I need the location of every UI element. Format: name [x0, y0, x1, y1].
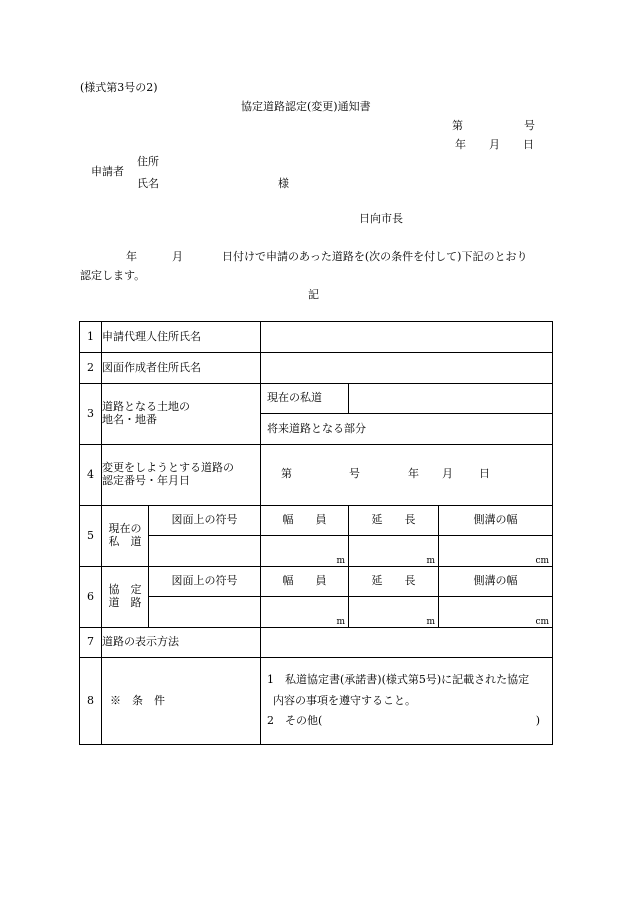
row-number: 3: [80, 384, 102, 445]
name-label: 氏名: [137, 177, 159, 190]
length-cell[interactable]: m: [349, 597, 439, 628]
value-cell[interactable]: [261, 353, 553, 384]
length-cell[interactable]: m: [349, 536, 439, 567]
row-label-line: 変更をしようとする道路の: [102, 461, 234, 475]
body-year: 年: [126, 250, 137, 263]
conditions-cell[interactable]: [261, 658, 553, 745]
row-label-line: 道 路: [108, 596, 142, 609]
sub-label: 将来道路となる部分: [261, 414, 553, 445]
date-month: 月: [489, 138, 500, 151]
table-row: [80, 567, 553, 597]
column-header: 幅 員: [261, 506, 349, 536]
width-cell[interactable]: m: [261, 597, 349, 628]
column-header: 図面上の符号: [149, 506, 261, 536]
row-label-line: 現在の: [108, 522, 142, 536]
value-cell[interactable]: [261, 322, 553, 353]
row-label-line: 道路となる土地の: [102, 400, 190, 414]
no-suffix: 号: [349, 467, 360, 480]
day: 日: [479, 467, 490, 480]
table-row: [80, 536, 553, 567]
condition-2: [267, 711, 548, 732]
symbol-cell[interactable]: [149, 597, 261, 628]
table-row: [80, 506, 553, 536]
table-row: [80, 445, 553, 506]
row-number: 8: [80, 658, 102, 745]
value-cell[interactable]: [261, 628, 553, 658]
column-header: 延 長: [349, 567, 439, 597]
column-header: 図面上の符号: [149, 567, 261, 597]
row-number: 4: [80, 445, 102, 506]
date-year: 年: [455, 138, 466, 151]
table-row: [80, 658, 553, 745]
column-header: 延 長: [349, 506, 439, 536]
doc-number-prefix: 第: [452, 119, 463, 132]
ditch-cell[interactable]: cm: [439, 536, 553, 567]
certification-number-date: [261, 468, 552, 482]
applicant-label: 申請者: [91, 165, 124, 178]
condition-1-line-1: 1 私道協定書(承諾書)(様式第5号)に記載された協定: [267, 672, 530, 686]
row-number: 7: [80, 628, 102, 658]
body-text-line2: 認定します。: [80, 269, 146, 282]
row-label: 申請代理人住所氏名: [102, 322, 261, 353]
no-prefix: 第: [281, 467, 292, 480]
honorific: 様: [278, 177, 289, 190]
width-cell[interactable]: m: [261, 536, 349, 567]
table-row: [80, 322, 553, 353]
row-label: [102, 567, 149, 628]
column-header: 側溝の幅: [439, 567, 553, 597]
row-label: [102, 445, 261, 506]
row-label-line: 協 定: [108, 583, 142, 597]
table-row: [80, 628, 553, 658]
row-label: [102, 506, 149, 567]
row-number: 5: [80, 506, 102, 567]
issuer: 日向市長: [359, 212, 403, 225]
condition-1-line-2: 内容の事項を遵守すること。: [273, 693, 416, 707]
symbol-cell[interactable]: [149, 536, 261, 567]
condition-2-close: ): [535, 714, 541, 728]
row-label: 図面作成者住所氏名: [102, 353, 261, 384]
row-number: 2: [80, 353, 102, 384]
month: 月: [442, 467, 453, 480]
row-label-line: 地名・地番: [102, 413, 157, 426]
row-label-line: 私 道: [108, 535, 142, 548]
row-label: ※ 条 件: [102, 658, 261, 745]
sub-label: 現在の私道: [261, 384, 349, 414]
value-cell[interactable]: [349, 384, 553, 414]
form-number: (様式第3号の2): [80, 81, 158, 94]
table-row: [80, 597, 553, 628]
document-title: 協定道路認定(変更)通知書: [241, 100, 371, 113]
row-number: 6: [80, 567, 102, 628]
table-row: [80, 353, 553, 384]
row-number: 1: [80, 322, 102, 353]
row-label-line: 認定番号・年月日: [102, 474, 190, 487]
column-header: 幅 員: [261, 567, 349, 597]
body-text-line1: 日付けで申請のあった道路を(次の条件を付して)下記のとおり: [222, 250, 528, 263]
ki-mark: 記: [308, 288, 319, 301]
date-day: 日: [523, 138, 534, 151]
ditch-cell[interactable]: cm: [439, 597, 553, 628]
year: 年: [408, 467, 419, 480]
address-label: 住所: [137, 155, 159, 168]
condition-2-text: 2 その他(: [267, 714, 323, 728]
row-label: [102, 384, 261, 445]
application-table: [79, 321, 553, 745]
doc-number-suffix: 号: [524, 119, 535, 132]
body-month: 月: [172, 250, 183, 263]
table-row: [80, 384, 553, 414]
column-header: 側溝の幅: [439, 506, 553, 536]
value-cell[interactable]: [261, 445, 553, 506]
row-label: 道路の表示方法: [102, 628, 261, 658]
